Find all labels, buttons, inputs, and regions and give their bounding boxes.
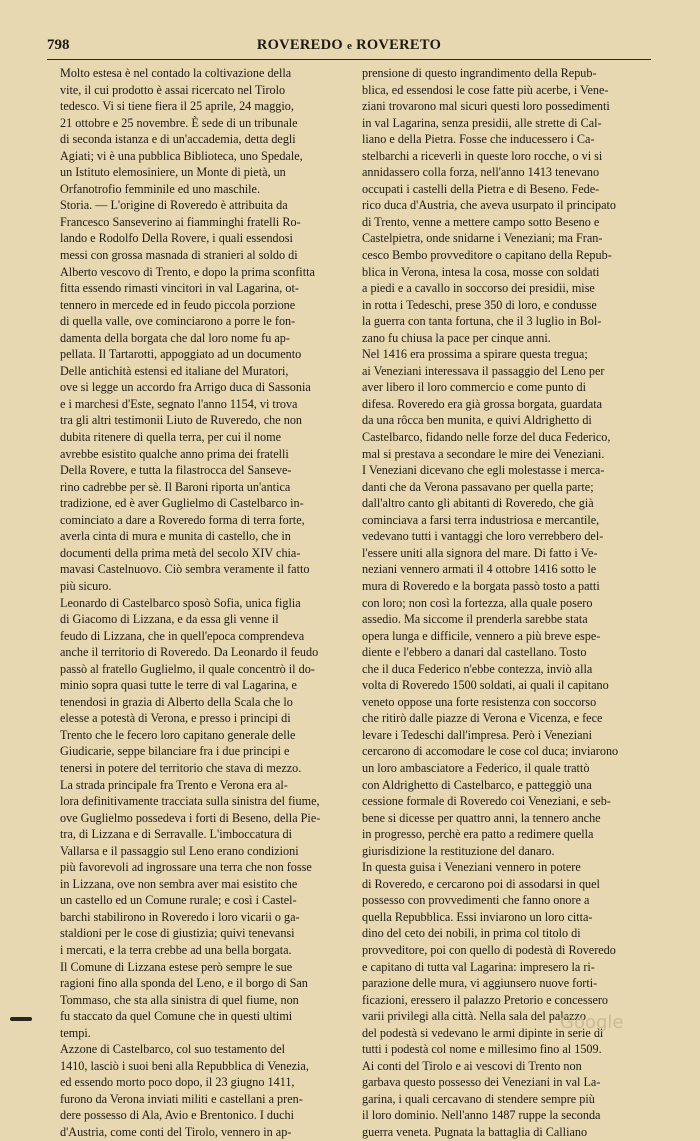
text-line: In questa guisa i Veneziani vennero in potere xyxy=(362,860,581,875)
text-line: vedevano tutti i vantaggi che loro verrebbero del- xyxy=(362,529,604,544)
text-line: Trento che le fecero loro capitano generale delle xyxy=(60,727,296,742)
text-line: liano e della Pietra. Fosse che inducessero i Ca- xyxy=(362,132,595,147)
text-line: prensione di questo ingrandimento della Repub- xyxy=(362,66,597,80)
text-line: averla cinta di mura e munita di castello, che in xyxy=(60,529,291,544)
text-line: avrebbe esistito qualche anno prima dei fratelli xyxy=(60,446,289,461)
text-line: minio sopra quasi tutte le terre di val Lagarina, e xyxy=(60,678,297,693)
text-line: più favorevoli ad ingrossare una terra che non fosse xyxy=(60,860,312,875)
text-line: cercarono di accomodare le cose col duca; inviarono xyxy=(362,744,619,759)
text-line: Alberto vescovo di Trento, e dopo la prima sconfitta xyxy=(60,264,315,279)
text-line: dere possesso di Ala, Avio e Brentonico. I duchi xyxy=(60,1108,295,1123)
text-line: ficazioni, eressero il palazzo Pretorio e concessero xyxy=(362,992,609,1007)
text-line: Agiati; vi è una pubblica Biblioteca, uno Spedale, xyxy=(60,148,303,163)
text-line: staldioni per le cose di giustizia; quivi tenevansi xyxy=(60,926,295,941)
text-line: cesco Bembo provveditore o capitano della Repub- xyxy=(362,248,612,263)
text-line: danti che da Verona passavano per quella parte; xyxy=(362,479,594,494)
text-line: veneto oppose una forte resistenza con soccorso xyxy=(362,694,597,709)
text-line: mavasi Castelnuovo. Ciò sembra veramente il fatto xyxy=(60,562,310,577)
text-line: ai Veneziani interessava il passaggio del Leno per xyxy=(362,363,605,378)
text-line: che ritirò dalle piazze di Verona e Vicenza, e fece xyxy=(362,711,603,726)
text-line: giurisdizione la restituzione del danaro. xyxy=(362,843,555,858)
text-line: La strada principale fra Trento e Verona era al- xyxy=(60,777,288,792)
text-line: opera lunga e difficile, vennero a più breve espe- xyxy=(362,628,601,643)
text-line: rico duca d'Austria, che aveva usurpato il principato xyxy=(362,198,616,213)
text-line: e i marchesi d'Este, segnato l'anno 1154, vi trova xyxy=(60,396,298,411)
text-line: messi con grossa masnada di stranieri al soldo di xyxy=(60,248,298,263)
text-line: assedio. Ma siccome il prenderla sarebbe stata xyxy=(362,612,588,627)
text-line: tra, di Lizzana e di Serravalle. L'imboccatura di xyxy=(60,827,292,842)
text-line: d'Austria, come conti del Tirolo, vennero in ap- xyxy=(60,1125,292,1139)
text-line: del podestà si vedevano le armi dipinte in serie di xyxy=(362,1025,604,1040)
text-line: I Veneziani dicevano che egli molestasse i merca- xyxy=(362,463,605,478)
text-line: 1410, lasciò i suoi beni alla Repubblica di Venezia, xyxy=(60,1058,309,1073)
text-line: levare i Tedeschi dall'impresa. Però i Veneziani xyxy=(362,727,593,742)
text-line: cessione formale di Roveredo coi Veneziani, e seb- xyxy=(362,794,611,809)
running-head-title-b: ROVERETO xyxy=(356,37,442,53)
text-line: dall'altro canto gli abitanti di Roveredo, che già xyxy=(362,496,594,511)
scan-mark xyxy=(10,1017,32,1021)
text-line: l'essere uniti alla signora del mare. Di fatto i Ve- xyxy=(362,545,598,560)
text-line: Azzone di Castelbarco, col suo testamento del xyxy=(60,1042,286,1057)
running-head-conjunction: e xyxy=(346,40,353,52)
text-line: dubita ritenere di quella terra, per cui il nome xyxy=(60,430,281,445)
watermark: Google xyxy=(560,1012,624,1033)
text-line: ragioni fino alla sponda del Leno, e il borgo di San xyxy=(60,976,308,991)
text-line: ove Guglielmo possedeva i forti di Beseno, della Pie- xyxy=(60,810,321,825)
text-line: di Roveredo, e cercarono poi di assodarsi in quel xyxy=(362,876,600,891)
text-line: difesa. Roveredo era già grossa borgata, guardata xyxy=(362,396,603,411)
text-line: di Trento, venne a mettere campo sotto Beseno e xyxy=(362,214,600,229)
text-line: Castelbarco, fidando nelle forze del duca Federico, xyxy=(362,430,611,445)
text-line: di seconda istanza e di un'accademia, detta degli xyxy=(60,132,296,147)
text-line: i mercati, e la terra crebbe ad una bella borgata. xyxy=(60,942,292,957)
text-line: volta di Roveredo 1500 soldati, ai quali il capitano xyxy=(362,678,609,693)
text-line: di quella valle, ove cominciarono a porre le fon- xyxy=(60,314,296,329)
text-line: blica, ed essendosi le cose fatte più acerbe, i Vene- xyxy=(362,82,609,97)
text-line: tempi. xyxy=(60,1025,91,1040)
text-line: Tommaso, che sta alla sinistra di quel fiume, non xyxy=(60,992,299,1007)
text-line: fu staccato da quel Comune che in questi ultimi xyxy=(60,1009,293,1024)
text-line: da una rôcca ben munita, e quivi Aldrighetto di xyxy=(362,413,592,428)
text-line: Ai conti del Tirolo e ai vescovi di Trento non xyxy=(362,1058,582,1073)
text-line: dino del ceto dei nobili, in prima col titolo di xyxy=(362,926,581,941)
text-line: e capitano di tutta val Lagarina: impresero la ri- xyxy=(362,959,595,974)
text-line: rino cadrebbe per sè. Il Baroni riporta un'antica xyxy=(60,479,291,494)
text-line: tedesco. Vi si tiene fiera il 25 aprile, 24 maggio, xyxy=(60,99,294,114)
text-line: in rotta i Tedeschi, prese 350 di loro, e condusse xyxy=(362,297,597,312)
text-line: bene si dicesse per quattro anni, la tennero anche xyxy=(362,810,601,825)
text-line: ove si legge un accordo fra Arrigo duca di Sassonia xyxy=(60,380,311,395)
text-line: quella Repubblica. Essi inviarono un loro citta- xyxy=(362,909,593,924)
text-line: Castelpietra, onde snidarne i Veneziani; ma Fran- xyxy=(362,231,603,246)
text-line: blica in Verona, intesa la cosa, mosse con soldati xyxy=(362,264,600,279)
text-line: neziani vennero armati il 4 ottobre 1416 sotto le xyxy=(362,562,597,577)
text-line: Leonardo di Castelbarco sposò Sofia, unica figlia xyxy=(60,595,301,610)
text-line: stelbarchi a riceverli in queste loro rocche, o vi si xyxy=(362,148,603,163)
text-line: Molto estesa è nel contado la coltivazione della xyxy=(60,66,292,80)
text-line: garbava questo possesso dei Veneziani in val La- xyxy=(362,1075,601,1090)
text-line: Delle antichità estensi ed italiane del Muratori, xyxy=(60,363,289,378)
text-line: mal si prestava a secondare le mire dei Veneziani. xyxy=(362,446,605,461)
text-line: vite, il cui prodotto è assai ricercato nel Tirolo xyxy=(60,82,286,97)
text-line: il loro dominio. Nell'anno 1487 ruppe la seconda xyxy=(362,1108,601,1123)
left-text-column xyxy=(60,65,350,1141)
text-line: possesso con provvedimenti che fanno onore a xyxy=(362,893,590,908)
text-line: barchi stabilirono in Roveredo i loro vicarii o ga- xyxy=(60,909,300,924)
text-line: Nel 1416 era prossima a spirare questa tregua; xyxy=(362,347,588,362)
page-header xyxy=(47,37,651,60)
page-number: 798 xyxy=(47,37,70,53)
text-line: zano fu chiusa la pace per cinque anni. xyxy=(362,330,551,345)
text-line: Francesco Sanseverino ai fiamminghi fratelli Ro- xyxy=(60,214,301,229)
text-line: Il Comune di Lizzana estese però sempre le sue xyxy=(60,959,293,974)
text-line: tenersi in potere del territorio che stava di mezzo. xyxy=(60,760,302,775)
text-line: damenta della borgata che dal loro nome fu ap- xyxy=(60,330,290,345)
text-line: passò al fratello Guglielmo, il quale concentrò il do- xyxy=(60,661,315,676)
text-line: cominciato a dare a Roveredo forma di terra forte, xyxy=(60,512,305,527)
text-line: 21 ottobre e 25 novembre. È sede di un tribunale xyxy=(60,115,298,130)
text-line: parazione delle mura, vi aggiunsero nuove forti- xyxy=(362,976,598,991)
text-line: un loro ambasciatore a Federico, il quale trattò xyxy=(362,760,590,775)
text-line: mura di Roveredo e la borgata passò tosto a patti xyxy=(362,578,600,593)
text-line: garina, i quali cercavano di stendere sempre più xyxy=(362,1091,595,1106)
text-line: in progresso, perchè era patto a redimere quella xyxy=(362,827,594,842)
text-line: tennero in mercede ed in feudo piccola porzione xyxy=(60,297,296,312)
text-line: di Giacomo di Lizzana, e da essa gli venne il xyxy=(60,612,279,627)
text-line: guerra veneta. Pugnata la battaglia di Calliano xyxy=(362,1125,588,1139)
text-line: furono da Verona inviati militi e castellani a pren- xyxy=(60,1091,303,1106)
text-line: feudo di Lizzana, che in quell'epoca comprendeva xyxy=(60,628,305,643)
text-line: a piedi e a cavallo in soccorso dei presidii, mise xyxy=(362,281,595,296)
text-line: cominciava a farsi terra industriosa e mercantile, xyxy=(362,512,600,527)
text-line: tutti i podestà col nome e millesimo fino al 1509. xyxy=(362,1042,602,1057)
text-line: anche il territorio di Roveredo. Da Leonardo il feudo xyxy=(60,645,319,660)
text-line: ziani trovarono mal sicuri questi loro possedimenti xyxy=(362,99,610,114)
text-line: fitta essendo rimasti vincitori in val Lagarina, ot- xyxy=(60,281,299,296)
text-line: che il duca Federico n'ebbe contezza, inviò alla xyxy=(362,661,593,676)
text-line: varii privilegi alla città. Nella sala del palazzo xyxy=(362,1009,587,1024)
right-text-column xyxy=(362,65,652,1141)
text-line: pellata. Il Tartarotti, appoggiato ad un documento xyxy=(60,347,302,362)
text-line: diente e l'ebbero a danari dal castellano. Tosto xyxy=(362,645,587,660)
text-line: Della Rovere, e tutta la filastrocca del Sanseve- xyxy=(60,463,292,478)
text-line: Orfanotrofio femminile ed uno maschile. xyxy=(60,181,261,196)
text-line: in Lizzana, ove non sembra aver mai esistito che xyxy=(60,876,298,891)
text-line: occupati i castelli della Pietra e di Beseno. Fede- xyxy=(362,181,600,196)
text-line: tenendosi in grazia di Alberto della Scala che lo xyxy=(60,694,293,709)
text-line: con loro; non così la fortezza, alla quale posero xyxy=(362,595,593,610)
text-line: Giudicarie, seppe bilanciare fra i due principi e xyxy=(60,744,290,759)
text-line: la guerra con tanta fortuna, che il 3 luglio in Bol- xyxy=(362,314,602,329)
text-line: un Istituto elemosiniere, un Monte di pietà, un xyxy=(60,165,286,180)
text-line: con Aldrighetto di Castelbarco, e patteggiò una xyxy=(362,777,592,792)
text-line: Storia. — L'origine di Roveredo è attribuita da xyxy=(60,198,288,213)
text-line: provveditore, poi con quello di podestà di Roveredo xyxy=(362,942,616,957)
text-line: in val Lagarina, senza presidii, alle strette di Cal- xyxy=(362,115,602,130)
text-line: documenti della prima metà del secolo XIV chia- xyxy=(60,545,301,560)
text-line: aver libero il loro commercio e come punto di xyxy=(362,380,587,395)
text-line: ed essendo morto poco dopo, il 23 giugno 1411, xyxy=(60,1075,295,1090)
text-line: lora definitivamente tracciata sulla sinistra del fiume, xyxy=(60,794,320,809)
text-line: tradizione, ed è aver Guglielmo di Castelbarco in- xyxy=(60,496,304,511)
text-line: Vallarsa e il passaggio sul Leno erano condizioni xyxy=(60,843,299,858)
running-head xyxy=(47,37,651,54)
text-line: annidassero colla forza, nell'anno 1413 tenevano xyxy=(362,165,600,180)
text-line: più sicuro. xyxy=(60,578,112,593)
text-line: elesse a potestà di Verona, e presso i principi di xyxy=(60,711,291,726)
text-line: lando e Rodolfo Della Rovere, i quali essendosi xyxy=(60,231,293,246)
text-line: un castello ed un Comune rurale; e così i Castel- xyxy=(60,893,297,908)
text-line: tra gli altri testimonii Liuto de Ruveredo, che non xyxy=(60,413,303,428)
running-head-title-a: ROVEREDO xyxy=(256,37,343,53)
